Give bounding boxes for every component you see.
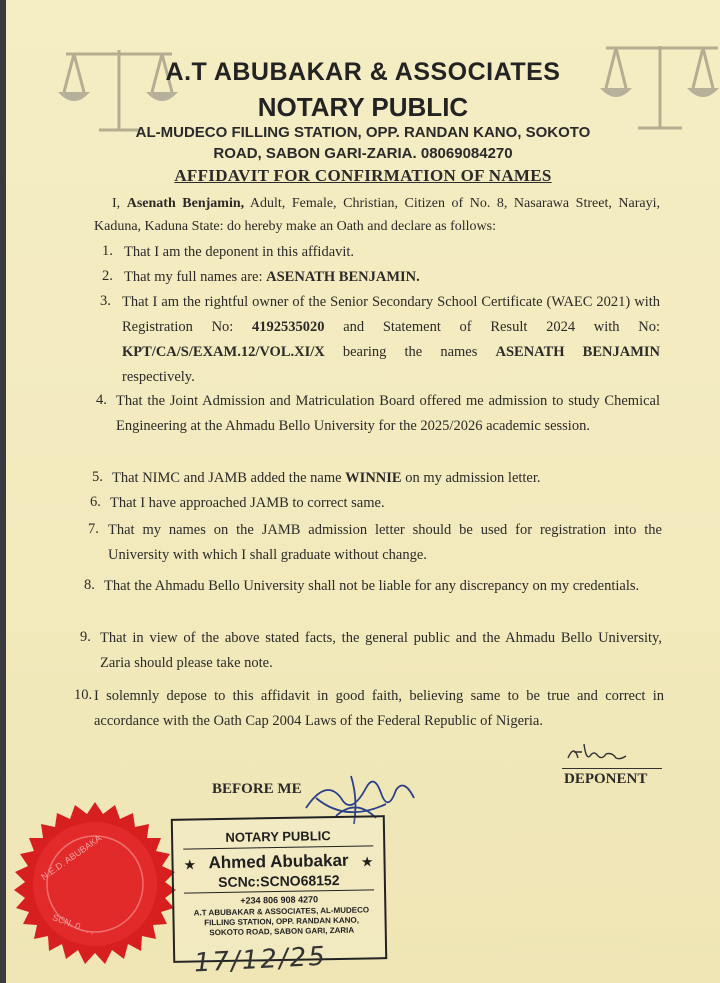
svg-text:SCN. 0 . . .: SCN. 0 . . . <box>51 912 96 937</box>
star-icon: ★ <box>360 853 374 870</box>
handwritten-date: 17/12/25 <box>193 941 328 979</box>
stamp-phone: +234 806 908 4270 <box>240 894 319 906</box>
list-item: That in view of the above stated facts, the general public and the Ahmadu Bello University, Zaria should please take note. <box>100 630 662 671</box>
list-item: That I am the rightful owner of the Senior Secondary School Certificate (WAEC 2021) with Registration No: 4192535020 and Statement of Result 2024 with No: KPT/CA/S/EXAM.12/VOL.XI/X bearing the names ASENATH BENJAMIN respectively. <box>122 294 660 385</box>
before-me-label: BEFORE ME <box>212 781 302 797</box>
affidavit-document <box>6 0 720 983</box>
intro-paragraph: I, Asenath Benjamin, Adult, Female, Christian, Citizen of No. 8, Nasarawa Street, Narayi, Kaduna, Kaduna State: do hereby make an Oath and declare as follows: <box>94 196 660 234</box>
star-icon: ★ <box>183 856 197 873</box>
deponent-label: DEPONENT <box>564 771 648 787</box>
item-number: 8. <box>84 577 95 593</box>
address-line-2: ROAD, SABON GARI-ZARIA. 08069084270 <box>213 145 513 162</box>
stamp-scn-number: SCNc:SCNO68152 <box>218 871 340 891</box>
list-item: That I have approached JAMB to correct same. <box>110 495 385 511</box>
item-number: 10. <box>74 687 93 703</box>
stamp-address: A.T ABUBAKAR & ASSOCIATES, AL-MUDECO FILLING STATION, OPP. RANDAN KANO, SOKOTO ROAD, SABON GARI, ZARIA <box>193 905 370 938</box>
stamp-notary-name: Ahmed Abubakar <box>208 850 349 873</box>
signature-line <box>562 768 662 769</box>
office-title: NOTARY PUBLIC <box>257 92 469 122</box>
item-number: 9. <box>80 629 91 645</box>
svg-text:N.E.D. ABUBAKA: N.E.D. ABUBAKA <box>39 833 104 882</box>
list-item: That NIMC and JAMB added the name WINNIE on my admission letter. <box>112 470 541 486</box>
item-number: 5. <box>92 469 103 485</box>
item-number: 2. <box>102 268 113 284</box>
stamp-header: NOTARY PUBLIC <box>225 828 331 845</box>
list-item: That I am the deponent in this affidavit. <box>124 244 355 260</box>
list-item: That my full names are: ASENATH BENJAMIN. <box>124 269 420 285</box>
item-number: 6. <box>90 494 101 510</box>
item-number: 1. <box>102 243 113 259</box>
stamp-rule <box>183 845 373 849</box>
address-line-1: AL-MUDECO FILLING STATION, OPP. RANDAN KANO, SOKOTO <box>135 124 591 141</box>
list-item: I solemnly depose to this affidavit in good faith, believing same to be true and correct in accordance with the Oath Cap 2004 Laws of the Federal Republic of Nigeria. <box>94 688 664 729</box>
list-item: That my names on the JAMB admission letter should be used for registration into the University with which I shall graduate without change. <box>108 522 662 563</box>
firm-name: A.T ABUBAKAR & ASSOCIATES <box>165 58 561 86</box>
document-title: AFFIDAVIT FOR CONFIRMATION OF NAMES <box>174 166 552 185</box>
list-item: That the Ahmadu Bello University shall not be liable for any discrepancy on my credentials. <box>104 578 640 594</box>
item-number: 7. <box>88 521 99 537</box>
deponent-signature <box>566 740 636 766</box>
notary-red-seal <box>10 802 180 972</box>
list-item: That the Joint Admission and Matriculation Board offered me admission to study Chemical Engineering at the Ahmadu Bello University for the 2025/2026 academic session. <box>116 393 660 434</box>
item-number: 3. <box>100 293 111 309</box>
notary-stamp <box>171 815 387 963</box>
item-number: 4. <box>96 392 107 408</box>
